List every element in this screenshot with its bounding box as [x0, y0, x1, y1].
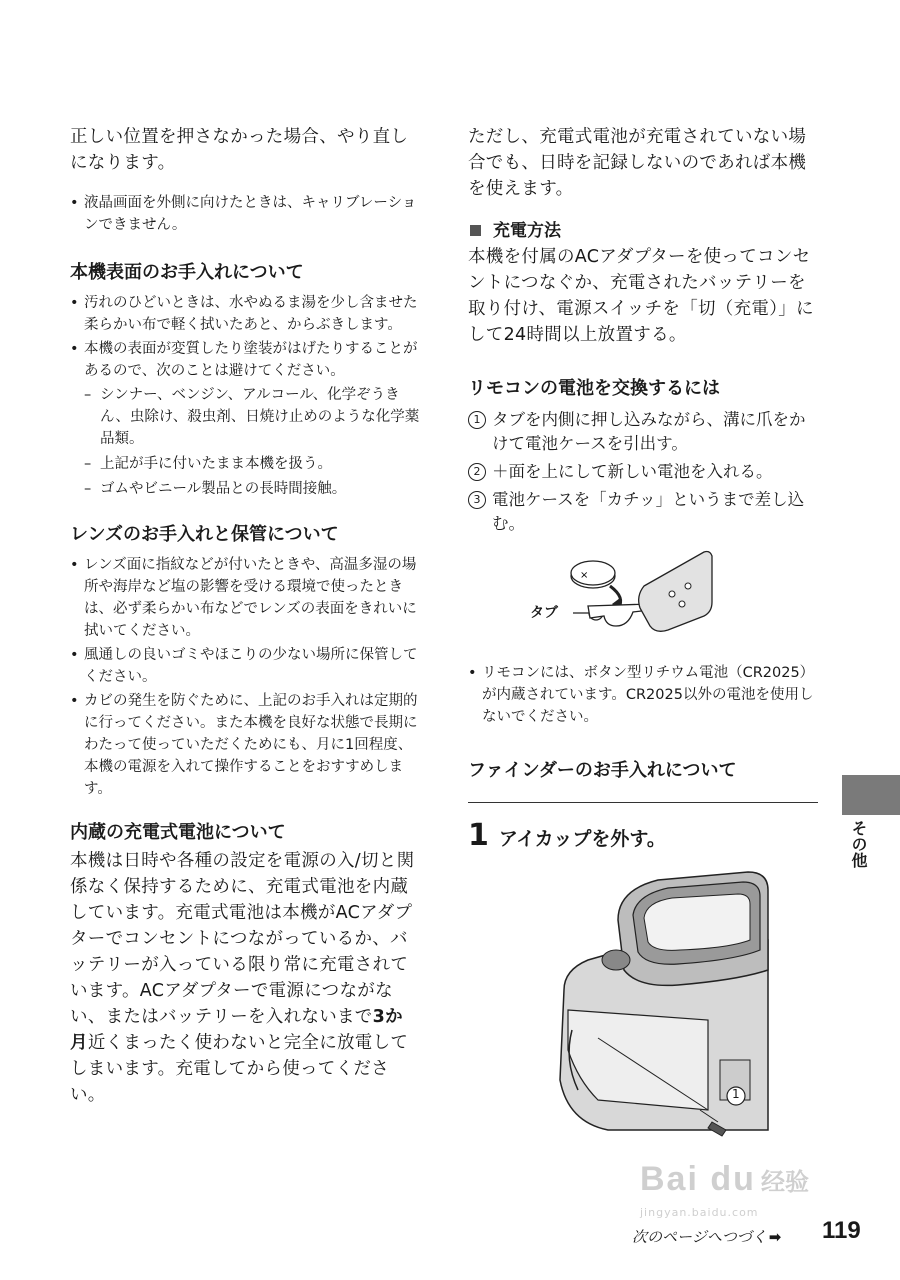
list-item: • 風通しの良いゴミやほこりの少ない場所に保管してください。 — [70, 644, 420, 688]
eyecup-step — [468, 818, 818, 854]
watermark — [640, 1160, 850, 1220]
intro-paragraph: 正しい位置を押さなかった場合、やり直しになります。 — [70, 127, 409, 173]
charge-method-title: 充電方法 — [493, 221, 561, 241]
step-item — [468, 408, 818, 456]
watermark-brand: Bai du — [640, 1160, 756, 1198]
charge-method-heading — [468, 218, 818, 244]
dash-item: – シンナー、ベンジン、アルコール、化学ぞうきん、虫除け、殺虫剤、日焼け止めのような化学薬品類。 — [84, 384, 420, 450]
step-number: 1 — [468, 818, 489, 853]
list-item: • 汚れのひどいときは、水やぬるま湯を少し含ませた柔らかい布で軽く拭いたあと、からぶきします。 — [70, 292, 420, 336]
list-item-text: 本機の表面が変質したり塗装がはげたりすることがあるので、次のことは避けてください。 — [84, 341, 418, 379]
step-number-icon: 3 — [468, 491, 486, 509]
tab-label: タブ — [530, 605, 558, 621]
step-text: ＋面を上にして新しい電池を入れる。 — [492, 462, 773, 481]
eyecup-illustration — [468, 860, 818, 1160]
next-page-indicator — [632, 1226, 781, 1247]
dash-item: – ゴムやビニール製品との長時間接触。 — [84, 478, 420, 500]
step-item — [468, 488, 818, 536]
lens-care-list — [70, 554, 420, 800]
watermark-url: jingyan.baidu.com — [640, 1206, 759, 1219]
battery-heading: 内蔵の充電式電池について — [70, 822, 286, 843]
list-item: • レンズ面に指紋などが付いたときや、高温多湿の場所や海岸など塩の影響を受ける環境で使ったときは、必ず柔らかい布などでレンズの表面をきれいに拭いてください。 — [70, 554, 420, 642]
charge-method-paragraph: 本機を付属のACアダプターを使ってコンセントにつなぐか、充電されたバッテリーを取り付け、電源スイッチを「切（充電）」にして24時間以上放置する。 — [468, 247, 814, 345]
remote-drawing — [468, 546, 818, 656]
arrow-right-icon: ➡ — [768, 1228, 782, 1246]
side-tab-marker — [842, 775, 900, 815]
remote-note-list — [468, 662, 818, 728]
battery-paragraph — [70, 848, 420, 1108]
square-bullet-icon — [470, 225, 481, 236]
remote-battery-illustration — [468, 546, 818, 656]
side-tab-label: その他 — [849, 820, 868, 868]
right-column — [468, 124, 818, 1160]
callout-number: 1 — [732, 1087, 740, 1101]
page-number: 119 — [822, 1217, 861, 1244]
remote-steps — [468, 408, 818, 536]
intro-bullet-list — [70, 192, 420, 236]
list-item: • カビの発生を防ぐために、上記のお手入れは定期的に行ってください。また本機を良好な状態で長期にわたって使っていただくためにも、月に1回程度、本機の電源を入れて操作することをおすすめします。 — [70, 690, 420, 800]
step-number-icon: 2 — [468, 463, 486, 481]
step-text: 電池ケースを「カチッ」というまで差し込む。 — [492, 490, 805, 533]
dash-item: – 上記が手に付いたまま本機を扱う。 — [84, 453, 420, 475]
list-item: • 液晶画面を外側に向けたときは、キャリブレーションできません。 — [70, 192, 420, 236]
lens-care-heading: レンズのお手入れと保管について — [70, 524, 339, 545]
step-number-icon: 1 — [468, 411, 486, 429]
svg-text:×: × — [580, 570, 589, 581]
list-item — [70, 338, 420, 500]
dash-list — [84, 384, 420, 500]
watermark-jingyan: 经验 — [761, 1168, 809, 1196]
camera-drawing — [468, 860, 818, 1160]
battery-text-2: 近くまったく使わないと完全に放電してしまいます。充電してから使ってください。 — [70, 1033, 409, 1105]
step-instruction: アイカップを外す。 — [498, 828, 666, 850]
finder-care-heading: ファインダーのお手入れについて — [468, 758, 818, 803]
list-item: • リモコンには、ボタン型リチウム電池（CR2025）が内蔵されています。CR2025以外の電池を使用しないでください。 — [468, 662, 818, 728]
surface-care-list — [70, 292, 420, 500]
step-item — [468, 460, 818, 484]
next-page-text: 次のページへつづく — [632, 1228, 767, 1246]
remote-battery-heading: リモコンの電池を交換するには — [468, 378, 720, 399]
surface-care-heading: 本機表面のお手入れについて — [70, 262, 304, 283]
left-column — [70, 124, 420, 1108]
battery-text-1: 本機は日時や各種の設定を電源の入/切と関係なく保持するために、充電式電池を内蔵しています。充電式電池は本機がACアダプターでコンセントにつながっているか、バッテリーが入っている限り常に充電されています。ACアダプターで電源につながない、またはバッテリーを入れないまで — [70, 851, 415, 1027]
battery-continued-paragraph: ただし、充電式電池が充電されていない場合でも、日時を記録しないのであれば本機を使えます。 — [468, 127, 807, 199]
battery-text-bold: 3か月 — [70, 1007, 403, 1053]
step-text: タブを内側に押し込みながら、溝に爪をかけて電池ケースを引出す。 — [492, 410, 806, 453]
